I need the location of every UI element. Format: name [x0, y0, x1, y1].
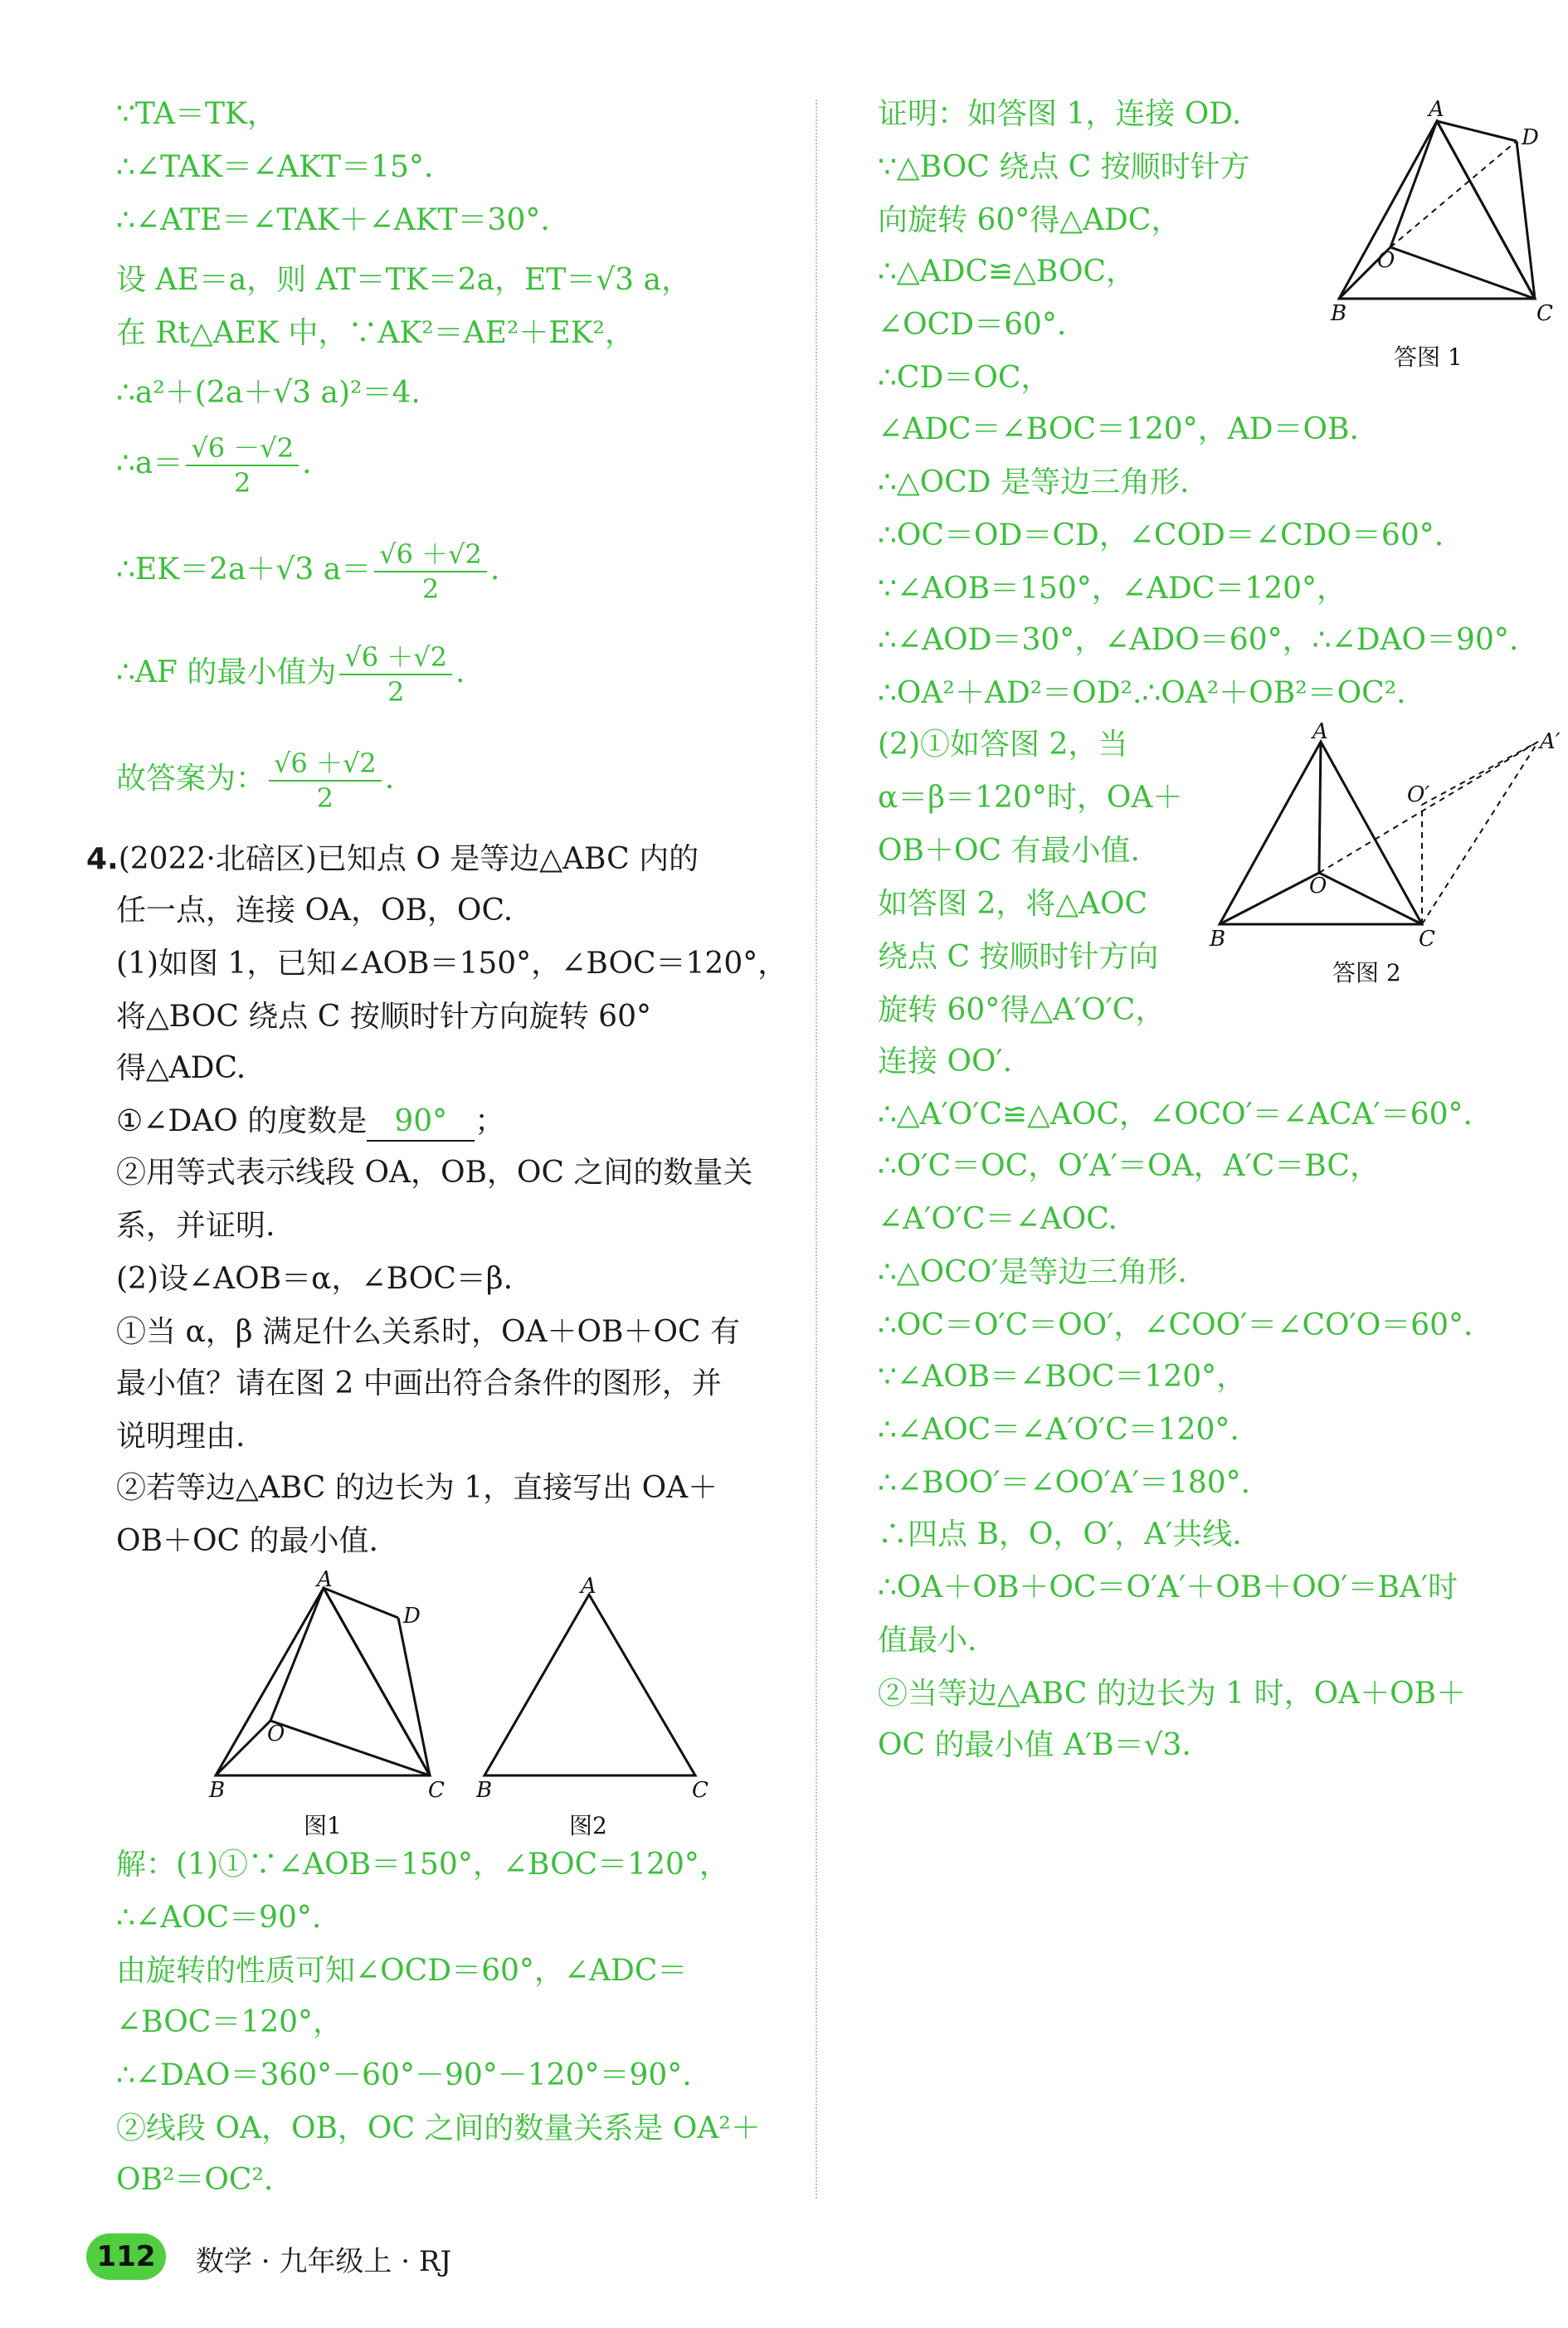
prev-solution-line-3: ∴∠ATE＝∠TAK＋∠AKT＝30°.	[116, 203, 550, 237]
problem-4-line-9: (2)设∠AOB＝α，∠BOC＝β.	[116, 1262, 514, 1296]
solution-right-line-6: ∴CD＝OC，	[878, 361, 1051, 395]
problem-4-line-11: 最小值？请在图 2 中画出符合条件的图形，并	[116, 1366, 722, 1400]
problem-4-line-2: 任一点，连接 OA，OB，OC.	[116, 894, 514, 928]
solution-right-line-25: ∵∠AOB＝∠BOC＝120°，	[878, 1360, 1247, 1394]
ans2-label-c: C	[1419, 927, 1435, 952]
page-number-badge: 112	[86, 2233, 166, 2280]
solution-left-line-1: 解：(1)①∵∠AOB＝150°，∠BOC＝120°，	[116, 1848, 729, 1882]
solution-right-line-29: ∴OA＋OB＋OC＝O′A′＋OB＋OO′＝BA′时	[878, 1571, 1458, 1605]
fig2-label-c: C	[692, 1778, 709, 1803]
solution-right-line-12: ∴OA²＋AD²＝OD².∴OA²＋OB²＝OC².	[878, 676, 1406, 710]
answer-figure-2	[1208, 719, 1561, 996]
question-number: 4.	[86, 842, 119, 876]
ans1-label-b: B	[1331, 301, 1347, 326]
ans1-caption: 答图 1	[1394, 343, 1463, 371]
solution-right-line-16: 如答图 2，将△AOC	[878, 887, 1148, 921]
solution-right-line-26: ∴∠AOC＝∠A′O′C＝120°.	[878, 1413, 1239, 1447]
prev-solution-line-8: ∴EK＝2a＋√3 a＝ $\frac{√6 +√2}{2}$ .	[116, 538, 500, 605]
solution-right-line-24: ∴OC＝O′C＝OO′，∠COO′＝∠CO′O＝60°.	[878, 1308, 1473, 1342]
book-title: 数学 · 九年级上 · RJ	[196, 2245, 452, 2278]
ans2-label-a: A	[1312, 719, 1328, 744]
answer-blank: 90°	[367, 1103, 475, 1142]
solution-left-line-3: 由旋转的性质可知∠OCD＝60°，∠ADC＝	[116, 1954, 688, 1988]
prev-solution-line-2: ∴∠TAK＝∠AKT＝15°.	[116, 150, 434, 184]
solution-right-line-22: ∠A′O′C＝∠AOC.	[878, 1202, 1118, 1236]
solution-left-line-7: OB²＝OC².	[116, 2163, 274, 2197]
answer-figure-1	[1327, 91, 1560, 373]
fig1-label-d: D	[403, 1604, 421, 1629]
prev-solution-line-6: ∴a²＋(2a＋√3 a)²＝4.	[116, 376, 421, 410]
solution-right-line-31: ②当等边△ABC 的边长为 1 时，OA＋OB＋	[878, 1677, 1467, 1711]
prev-solution-line-1: ∵TA＝TK，	[116, 97, 277, 131]
ans2-label-b: B	[1210, 927, 1226, 952]
ans1-label-d: D	[1522, 125, 1539, 150]
prev-solution-line-7: ∴a＝ $\frac{√6 -√2}{2}$ .	[116, 432, 312, 499]
solution-right-line-1: 证明：如答图 1，连接 OD.	[878, 97, 1242, 131]
prev-solution-line-10: 故答案为： $\frac{√6 +√2}{2}$ .	[116, 748, 395, 814]
solution-right-line-8: ∴△OCD 是等边三角形.	[878, 465, 1190, 499]
ans1-label-a: A	[1429, 97, 1444, 122]
problem-4-line-13: ②若等边△ABC 的边长为 1，直接写出 OA＋	[116, 1471, 718, 1505]
column-divider	[816, 100, 817, 2199]
ans1-label-o: O	[1377, 248, 1395, 273]
solution-right-line-19: 连接 OO′.	[878, 1045, 1013, 1079]
solution-right-line-9: ∴OC＝OD＝CD，∠COD＝∠CDO＝60°.	[878, 519, 1444, 553]
fig2-label-a: A	[581, 1574, 597, 1599]
problem-4-line-4: 将△BOC 绕点 C 按顺时针方向旋转 60°	[116, 1000, 651, 1034]
solution-right-line-3: 向旋转 60°得△ADC，	[878, 203, 1181, 237]
fig2-caption: 图2	[569, 1812, 607, 1839]
solution-right-line-15: OB＋OC 有最小值.	[878, 834, 1140, 868]
solution-right-line-4: ∴△ADC≌△BOC，	[878, 255, 1137, 289]
fig1-label-b: B	[209, 1778, 226, 1803]
problem-4-line-14: OB＋OC 的最小值.	[116, 1524, 378, 1558]
fig1-caption: 图1	[304, 1812, 342, 1839]
solution-right-line-11: ∴∠AOD＝30°，∠ADO＝60°，∴∠DAO＝90°.	[878, 623, 1519, 657]
ans1-label-c: C	[1536, 301, 1553, 326]
solution-right-line-18: 旋转 60°得△A′O′C，	[878, 993, 1166, 1027]
solution-left-line-5: ∴∠DAO＝360°－60°－90°－120°＝90°.	[116, 2058, 692, 2092]
problem-4-line-3: (1)如图 1，已知∠AOB＝150°，∠BOC＝120°，	[116, 947, 788, 981]
ans2-label-o: O	[1309, 874, 1327, 899]
solution-left-line-2: ∴∠AOC＝90°.	[116, 1901, 322, 1935]
solution-left-line-4: ∠BOC＝120°，	[116, 2005, 343, 2039]
solution-right-line-21: ∴O′C＝OC，O′A′＝OA，A′C＝BC，	[878, 1149, 1380, 1183]
figure-2	[473, 1576, 722, 1850]
fig1-label-a: A	[317, 1567, 333, 1592]
ans2-caption: 答图 2	[1332, 959, 1401, 986]
problem-4-line-7: ②用等式表示线段 OA，OB，OC 之间的数量关	[116, 1156, 753, 1190]
solution-right-line-5: ∠OCD＝60°.	[878, 308, 1067, 342]
prev-solution-line-4: 设 AE＝a，则 AT＝TK＝2a，ET＝√3 a，	[116, 263, 691, 297]
solution-right-line-20: ∴△A′O′C≌△AOC，∠OCO′＝∠ACA′＝60°.	[878, 1098, 1473, 1132]
problem-4-line-5: 得△ADC.	[116, 1051, 246, 1085]
ans2-label-o-prime: O′	[1407, 782, 1430, 807]
solution-right-line-23: ∴△OCO′是等边三角形.	[878, 1255, 1187, 1289]
fig1-label-o: O	[267, 1722, 285, 1746]
solution-right-line-2: ∵△BOC 绕点 C 按顺时针方	[878, 150, 1250, 184]
solution-right-line-7: ∠ADC＝∠BOC＝120°，AD＝OB.	[878, 412, 1359, 446]
solution-right-line-13: (2)①如答图 2，当	[878, 728, 1128, 762]
solution-right-line-28: ∴四点 B，O，O′，A′共线.	[878, 1517, 1242, 1551]
solution-right-line-17: 绕点 C 按顺时针方向	[878, 940, 1159, 974]
fig1-label-c: C	[428, 1778, 445, 1803]
solution-right-line-32: OC 的最小值 A′B＝√3.	[878, 1728, 1191, 1762]
prev-solution-line-9: ∴AF 的最小值为 $\frac{√6 +√2}{2}$ .	[116, 641, 465, 708]
problem-4-line-1: 4.(2022·北碚区)已知点 O 是等边△ABC 内的	[86, 842, 699, 876]
solution-left-line-6: ②线段 OA，OB，OC 之间的数量关系是 OA²＋	[116, 2111, 761, 2145]
solution-right-line-30: 值最小.	[878, 1624, 977, 1658]
solution-right-line-14: α＝β＝120°时，OA＋	[878, 781, 1183, 815]
solution-right-line-10: ∵∠AOB＝150°，∠ADC＝120°，	[878, 572, 1347, 606]
problem-4-line-8: 系，并证明.	[116, 1209, 275, 1243]
ans2-label-a-prime: A′	[1540, 729, 1561, 754]
problem-4-line-6: ①∠DAO 的度数是 90° ；	[116, 1103, 504, 1142]
problem-4-line-12: 说明理由.	[116, 1420, 246, 1454]
fig2-label-b: B	[476, 1778, 493, 1803]
solution-right-line-27: ∴∠BOO′＝∠OO′A′＝180°.	[878, 1466, 1251, 1500]
figure-1	[199, 1567, 448, 1850]
problem-4-line-10: ①当 α，β 满足什么关系时，OA＋OB＋OC 有	[116, 1315, 740, 1349]
prev-solution-line-5: 在 Rt△AEK 中，∵AK²＝AE²＋EK²，	[116, 316, 635, 350]
